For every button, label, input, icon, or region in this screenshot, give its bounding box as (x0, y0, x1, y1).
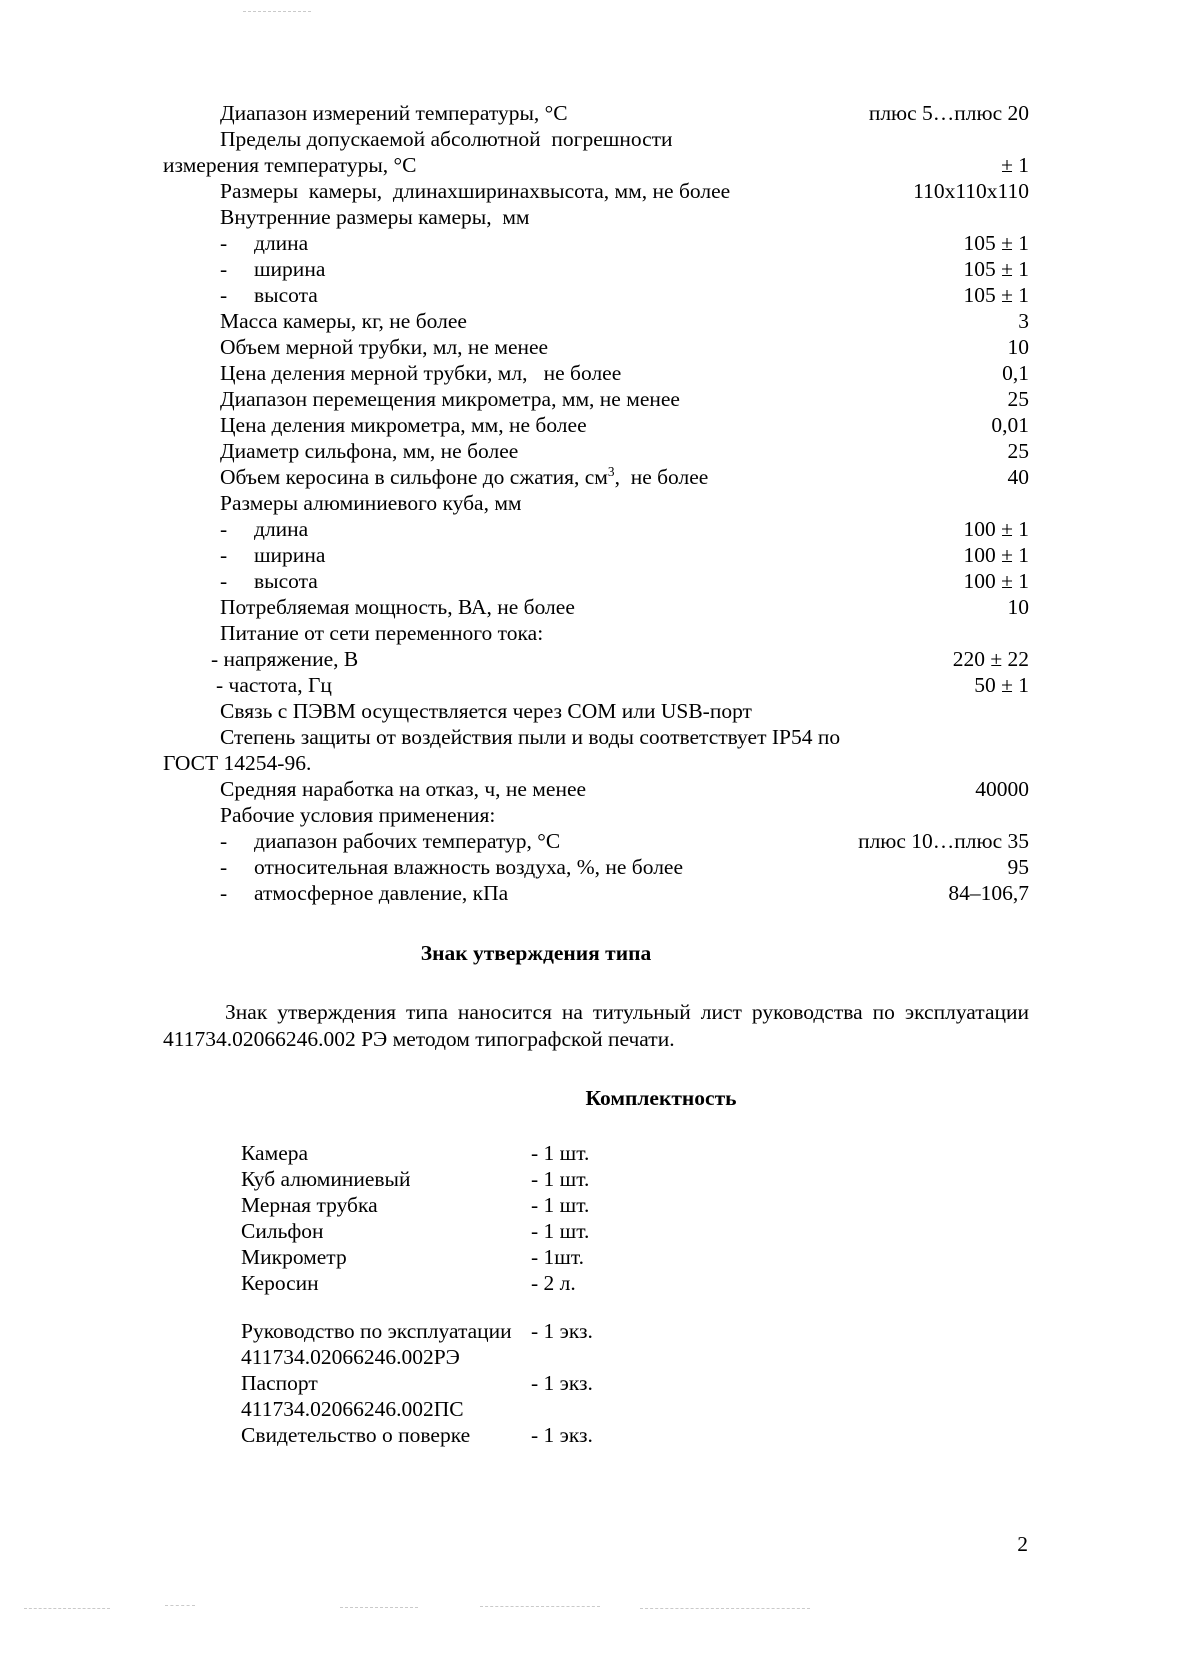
spec-row (163, 233, 1029, 259)
spec-row (163, 857, 1029, 883)
spec-label (163, 285, 318, 307)
spec-row (163, 597, 1029, 623)
spec-value: 0,01 (991, 413, 1029, 437)
kit-item-name: Керосин (241, 1271, 319, 1296)
section-heading-completeness: Комплектность (585, 1085, 737, 1110)
scan-artifact-top (243, 11, 311, 12)
kit-item-qty: - 1 шт. (531, 1167, 590, 1192)
spec-value: 25 (1007, 439, 1029, 463)
spec-value: 105 ± 1 (963, 257, 1029, 281)
specifications-list (163, 103, 1029, 909)
spec-row (163, 701, 1029, 727)
kit-item-name: Микрометр (241, 1245, 347, 1270)
doc-item-code: 411734.02066246.002РЭ (241, 1345, 460, 1370)
kit-item-qty: - 1 шт. (531, 1219, 590, 1244)
spec-row (163, 363, 1029, 389)
spec-label: Цена деления микрометра, мм, не более (220, 413, 587, 437)
spec-row (163, 571, 1029, 597)
spec-label-text: длина (254, 517, 309, 541)
scan-artifact-bottom-3 (480, 1606, 600, 1607)
spec-label: Диапазон перемещения микрометра, мм, не менее (220, 387, 680, 411)
spec-row (163, 415, 1029, 441)
spec-row (163, 753, 1029, 779)
spec-label: Диапазон измерений температуры, °C (220, 101, 568, 125)
spec-label-text: диапазон рабочих температур, °C (254, 829, 561, 853)
spec-label (163, 571, 318, 593)
spec-row (163, 727, 1029, 753)
spec-label: Пределы допускаемой абсолютной погрешности (220, 127, 673, 151)
spec-value: плюс 10…плюс 35 (858, 829, 1029, 853)
spec-label-text: длина (254, 231, 309, 255)
spec-value: 10 (1007, 595, 1029, 619)
list-item (241, 1169, 1029, 1195)
spec-value: 100 ± 1 (963, 543, 1029, 567)
kit-item-name: Камера (241, 1141, 309, 1166)
spec-row (163, 805, 1029, 831)
spec-row (163, 493, 1029, 519)
spec-row-kerosene-volume (163, 463, 1029, 493)
scan-artifact-bottom-2 (340, 1607, 418, 1608)
spec-label-text: атмосферное давление, кПа (254, 881, 509, 905)
spec-value: 25 (1007, 387, 1029, 411)
spec-value: 40000 (975, 777, 1029, 801)
spec-label-text: высота (254, 283, 318, 307)
spec-value: 40 (1007, 465, 1029, 489)
document-body (163, 103, 1029, 1451)
list-item (241, 1221, 1029, 1247)
superscript-3: 3 (607, 463, 615, 479)
spec-label: - частота, Гц (216, 673, 332, 697)
bullet-dash-icon: - (220, 231, 228, 255)
page-number: 2 (1017, 1532, 1028, 1556)
spec-label: Степень защиты от воздействия пыли и воды соответствует IP54 по (220, 725, 841, 749)
spec-label (163, 233, 308, 255)
spec-row (163, 779, 1029, 805)
spec-label (163, 519, 308, 541)
spec-value: 50 ± 1 (974, 673, 1029, 697)
spec-value: плюс 5…плюс 20 (868, 101, 1029, 125)
doc-item-name: Свидетельство о поверке (241, 1423, 471, 1448)
spec-label-text: относительная влажность воздуха, %, не более (254, 855, 684, 879)
spec-label-text: ширина (254, 543, 326, 567)
scan-artifact-bottom-4 (640, 1608, 810, 1609)
spec-label (163, 545, 325, 567)
type-approval-paragraph: Знак утверждения типа наносится на титульный лист руководства по эксплуатации 411734.02066246.002 РЭ методом типографской печати. (163, 999, 1029, 1052)
list-item (241, 1273, 1029, 1299)
kit-item-name: Мерная трубка (241, 1193, 378, 1218)
list-item (241, 1247, 1029, 1273)
list-item (241, 1425, 1029, 1451)
spec-label: Потребляемая мощность, ВА, не более (220, 595, 575, 619)
spacer (241, 1299, 1029, 1321)
bullet-dash-icon: - (220, 569, 228, 593)
kit-item-qty: - 2 л. (531, 1271, 576, 1296)
spacer (163, 1109, 1029, 1143)
spec-label: ГОСТ 14254-96. (163, 751, 312, 775)
spec-row (163, 649, 1029, 675)
spec-label (163, 259, 325, 281)
spec-label: Рабочие условия применения: (220, 803, 496, 827)
spec-label: Внутренние размеры камеры, мм (220, 205, 530, 229)
spec-label: Средняя наработка на отказ, ч, не менее (220, 777, 587, 801)
doc-item-code: 411734.02066246.002ПС (241, 1397, 464, 1422)
doc-item-qty: - 1 экз. (531, 1423, 593, 1448)
spec-label-text: ширина (254, 257, 326, 281)
section-heading-type-approval: Знак утверждения типа (420, 941, 652, 965)
spec-label: - напряжение, В (211, 647, 359, 671)
bullet-dash-icon: - (220, 881, 228, 905)
spec-value: 0,1 (1002, 361, 1029, 385)
kit-item-name: Сильфон (241, 1219, 324, 1244)
spec-value: 84–106,7 (948, 881, 1029, 905)
spec-row (163, 545, 1029, 571)
bullet-dash-icon: - (220, 829, 228, 853)
spec-row (163, 129, 1029, 155)
spec-value: 110x110x110 (913, 179, 1029, 203)
spec-label: Объем мерной трубки, мл, не менее (220, 335, 549, 359)
spec-label: Цена деления мерной трубки, мл, не более (220, 361, 622, 385)
spec-row (163, 623, 1029, 649)
spec-row (163, 103, 1029, 129)
doc-item-qty: - 1 экз. (531, 1371, 593, 1396)
spec-label-text: высота (254, 569, 318, 593)
bullet-dash-icon: - (220, 855, 228, 879)
spec-label: Размеры алюминиевого куба, мм (220, 491, 522, 515)
spec-value: 220 ± 22 (952, 647, 1029, 671)
doc-item-qty: - 1 экз. (531, 1319, 593, 1344)
spec-row (163, 831, 1029, 857)
list-item (241, 1321, 1029, 1347)
list-item (241, 1373, 1029, 1399)
spec-label (163, 831, 560, 853)
spec-row (163, 155, 1029, 181)
spec-label: Диаметр сильфона, мм, не более (220, 439, 519, 463)
scan-artifact-bottom-1 (165, 1605, 195, 1606)
spec-label: Питание от сети переменного тока: (220, 621, 544, 645)
kerosene-suffix: , не более (614, 465, 709, 489)
spec-row (163, 285, 1029, 311)
spec-row (163, 883, 1029, 909)
spec-label: Масса камеры, кг, не более (220, 309, 467, 333)
spec-row (163, 207, 1029, 233)
spec-row (163, 259, 1029, 285)
spec-value: 3 (1018, 309, 1029, 333)
spacer (163, 909, 1029, 943)
spacer (163, 1054, 1029, 1088)
spec-row (163, 389, 1029, 415)
bullet-dash-icon: - (220, 517, 228, 541)
spec-label (163, 883, 508, 905)
list-item (241, 1195, 1029, 1221)
spec-label: Размеры камеры, длинаxширинаxвысота, мм, не более (220, 179, 731, 203)
bullet-dash-icon: - (220, 283, 228, 307)
kit-item-name: Куб алюминиевый (241, 1167, 411, 1192)
kerosene-prefix: Объем керосина в сильфоне до сжатия, см (220, 465, 608, 489)
spec-value: 100 ± 1 (963, 517, 1029, 541)
spacer (163, 965, 1029, 999)
spec-value: 100 ± 1 (963, 569, 1029, 593)
kit-item-qty: - 1 шт. (531, 1141, 590, 1166)
spec-row (163, 441, 1029, 467)
spec-row (163, 181, 1029, 207)
bullet-dash-icon: - (220, 257, 228, 281)
completeness-list (241, 1143, 1029, 1451)
spec-label: Связь с ПЭВМ осуществляется через COM или USB-порт (220, 699, 752, 723)
list-item (241, 1143, 1029, 1169)
spec-value: ± 1 (1001, 153, 1029, 177)
spec-row (163, 675, 1029, 701)
kit-item-qty: - 1 шт. (531, 1193, 590, 1218)
spec-row (163, 337, 1029, 363)
bullet-dash-icon: - (220, 543, 228, 567)
spec-label (163, 463, 709, 489)
spec-value: 105 ± 1 (963, 283, 1029, 307)
spec-value: 10 (1007, 335, 1029, 359)
spec-label (163, 857, 683, 879)
spec-row (163, 519, 1029, 545)
spec-value: 105 ± 1 (963, 231, 1029, 255)
spec-label: измерения температуры, °C (163, 153, 417, 177)
doc-item-name: Руководство по эксплуатации (241, 1319, 512, 1344)
scan-artifact-bottom-left (24, 1608, 110, 1609)
doc-item-name: Паспорт (241, 1371, 318, 1396)
spec-value: 95 (1007, 855, 1029, 879)
kit-item-qty: - 1шт. (531, 1245, 584, 1270)
spec-row (163, 311, 1029, 337)
